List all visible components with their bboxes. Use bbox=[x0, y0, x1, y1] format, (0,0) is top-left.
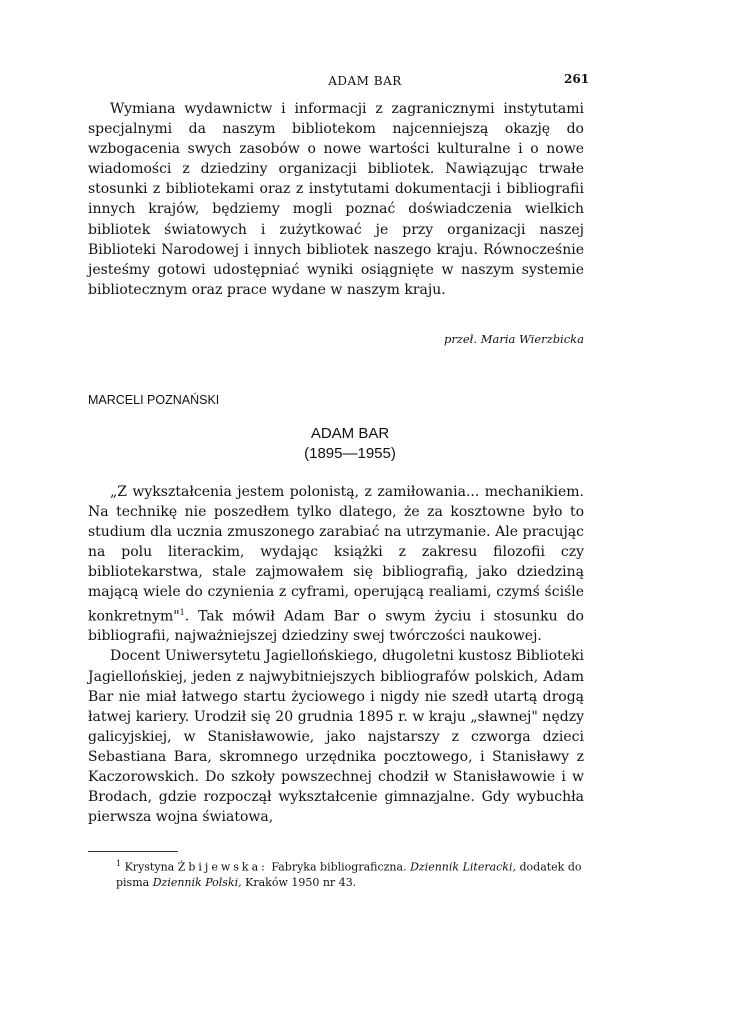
running-title: ADAM BAR bbox=[328, 74, 402, 88]
body-paragraph-1 bbox=[88, 482, 584, 646]
body-paragraph-2: Docent Uniwersytetu Jagiellońskiego, długoletni kustosz Biblioteki Jagiellońskiej, jeden z najwybitniejszych bibliografów polskich, Adam Bar nie miał łatwego startu życiowego i nigdy nie szedł utartą drogą łatwej kariery. Urodził się 20 grudnia 1895 r. w kraju „sławnej" nędzy galicyjskiej, w Stanisławowie, jako najstarszy z czworga dzieci Sebastiana Bara, skromnego urzędnika pocztowego, i Stanisławy z Kaczorowskich. Do szkoły powszechnej chodził w Stanisławowie i w Brodach, gdzie rozpoczął wykształcenie gimnazjalne. Gdy wybuchła pierwsza wojna światowa, bbox=[88, 648, 585, 826]
article-author: MARCELI POZNAŃSKI bbox=[88, 393, 220, 407]
footnote-divider bbox=[88, 851, 178, 852]
footnote-author: Krystyna bbox=[124, 860, 175, 874]
page-number: 261 bbox=[564, 72, 590, 86]
footnote-tail: Kraków 1950 nr 43. bbox=[245, 875, 357, 889]
article-body bbox=[88, 482, 584, 827]
continuation-text-block bbox=[88, 99, 584, 300]
article-title-block bbox=[0, 424, 700, 464]
footnote-title: Fabryka bibliograficzna. bbox=[271, 860, 407, 874]
footnote-middle: dodatek do pisma bbox=[116, 860, 582, 889]
footnote bbox=[88, 856, 584, 890]
article-dates: (1895—1955) bbox=[304, 445, 396, 462]
footnote-author-surname: Żbijewska: bbox=[177, 860, 268, 874]
footnote-reference: 1 bbox=[179, 607, 185, 617]
quote-text: „Z wykształcenia jestem polonistą, z zamiłowania... mechanikiem. Na technikę nie poszedłem tylko dlatego, że za kosztowne było to studium dla ucznia zmuszonego zarabiać na utrzymanie. Ale pracując na polu literackim, wydając książki z zakresu filozofii czy bibliotekarstwa, stale zajmowałem się bibliografią, jako dziedziną mającą wiele do czynienia z cyframi, operującą realiami, czymś ściśle konkretnym" bbox=[88, 484, 584, 625]
translator-credit: przeł. Maria Wierzbicka bbox=[443, 332, 584, 346]
quote-attribution: . Tak mówił Adam Bar o swym życiu i stosunku do bibliografii, najważniejszej dziedziny swej twórczości naukowej. bbox=[88, 608, 584, 645]
footnote-entry bbox=[88, 856, 584, 890]
article-title: ADAM BAR bbox=[310, 425, 390, 442]
footnote-marker: 1 bbox=[116, 859, 122, 868]
continuation-paragraph: Wymiana wydawnictw i informacji z zagranicznymi instytutami specjalnymi da naszym bibliotekom najcenniejszą okazję do wzbogacenia swych zasobów o nowe wartości kulturalne i o nowe wiadomości z dziedziny organizacji bibliotek. Nawiązując trwałe stosunki z bibliotekami oraz z instytutami dokumentacji i bibliografii innych krajów, będziemy mogli poznać doświadczenia wielkich bibliotek światowych i zużytkować je przy organizacji naszej Biblioteki Narodowej i innych bibliotek naszego kraju. Równocześnie jesteśmy gotowi udostępniać wyniki osiągnięte w naszym systemie bibliotecznym oraz prace wydane w naszym kraju. bbox=[88, 101, 584, 298]
footnote-journal: Dziennik Literacki, bbox=[410, 860, 516, 874]
footnote-newspaper: Dziennik Polski, bbox=[152, 875, 242, 889]
